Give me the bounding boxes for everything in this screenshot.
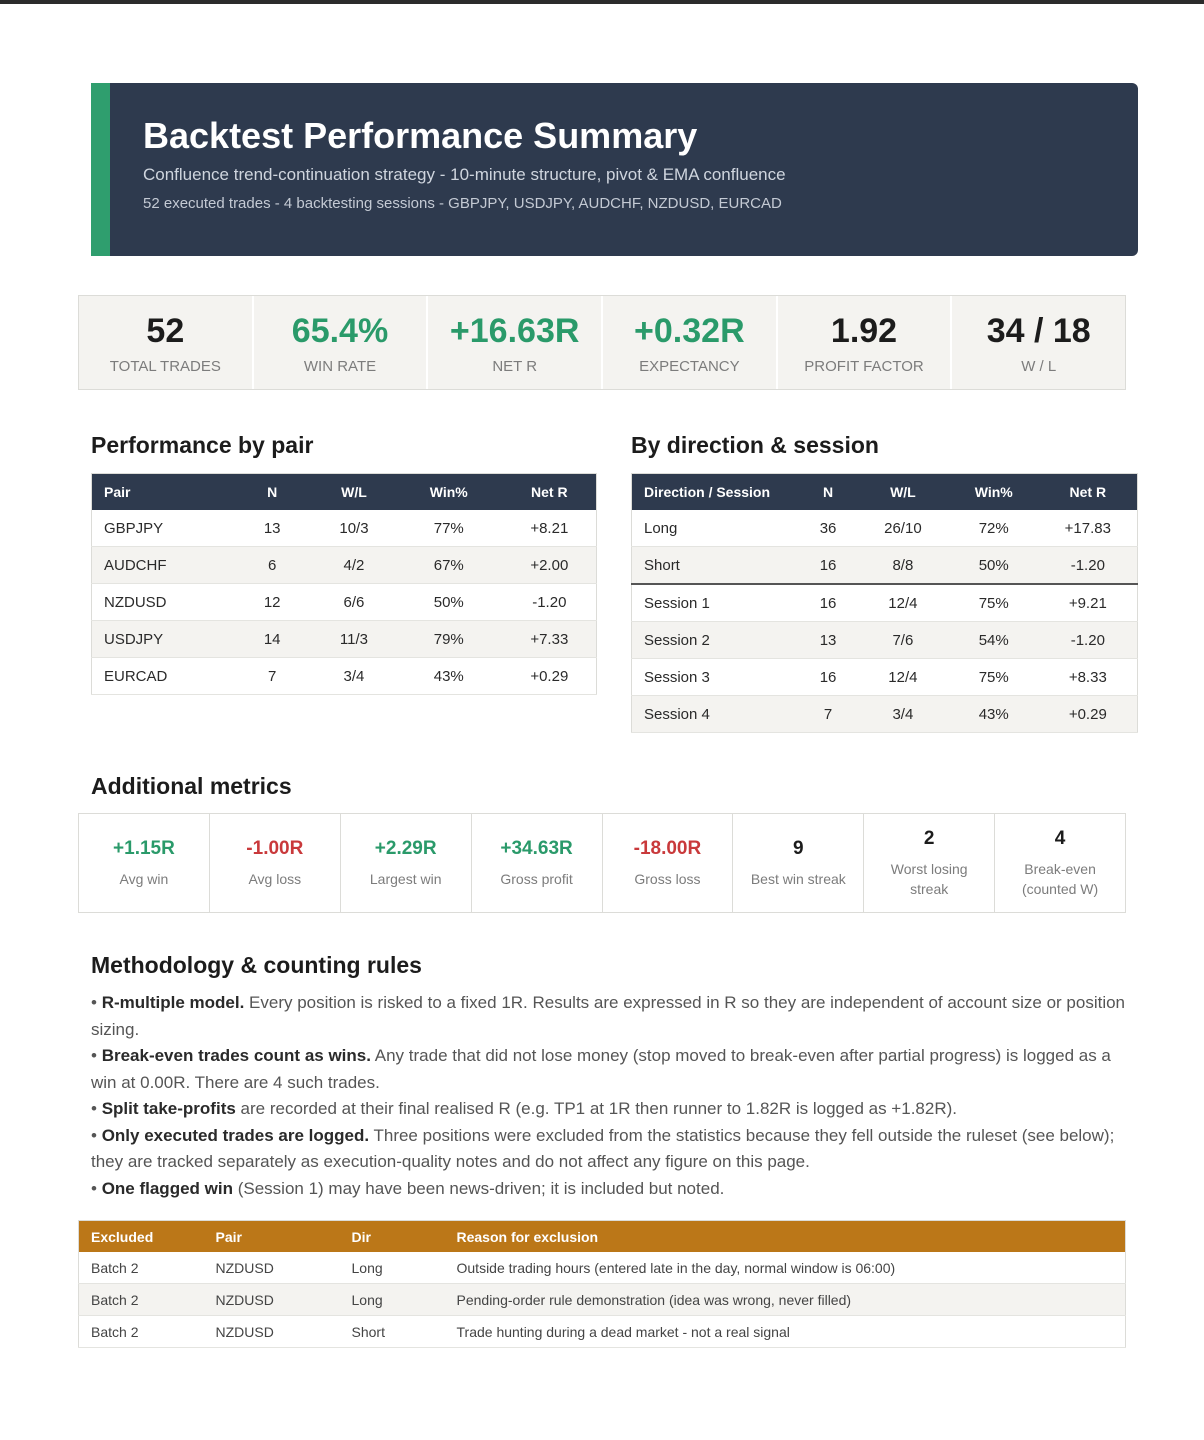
metric-value: 2 <box>923 828 935 849</box>
table-cell: AUDCHF <box>92 547 232 584</box>
table-cell: 6/6 <box>313 584 395 621</box>
kpi-value: +16.63R <box>449 312 580 350</box>
column-header: Win% <box>949 474 1039 511</box>
column-header: N <box>231 474 313 511</box>
table-cell: 7 <box>231 658 313 695</box>
table-cell: 13 <box>231 510 313 547</box>
column-header: Net R <box>1039 474 1138 511</box>
table-cell: Session 4 <box>632 696 800 733</box>
direction-session-table <box>631 473 1138 733</box>
metric-label: Break-even (counted W) <box>1021 861 1099 897</box>
metric-value: -18.00R <box>633 838 702 859</box>
kpi-net-r <box>428 296 603 389</box>
table-cell: 6 <box>231 547 313 584</box>
table-cell: NZDUSD <box>204 1252 340 1284</box>
table-cell: 79% <box>395 621 503 658</box>
bullet-text: Any trade that did not lose money (stop moved to break-even after partial progress) is logged as a win at 0.00R. There are 4 such trades. <box>91 1046 1111 1092</box>
table-cell: 7 <box>799 696 857 733</box>
table-cell: +8.21 <box>503 510 597 547</box>
table-cell: -1.20 <box>1039 622 1138 659</box>
kpi-label: PROFIT FACTOR <box>804 358 924 375</box>
table-cell: USDJPY <box>92 621 232 658</box>
column-header: W/L <box>313 474 395 511</box>
table-row <box>92 547 597 584</box>
table-cell: Pending-order rule demonstration (idea was wrong, never filled) <box>445 1284 1126 1316</box>
metric-value: -1.00R <box>246 838 304 859</box>
metric-label: Avg loss <box>248 871 302 887</box>
table-cell: 10/3 <box>313 510 395 547</box>
kpi-label: W / L <box>1021 358 1057 375</box>
excluded-trades-table <box>78 1220 1126 1348</box>
table-cell: NZDUSD <box>204 1316 340 1348</box>
metric-label: Best win streak <box>750 871 846 887</box>
column-header: Reason for exclusion <box>445 1221 1126 1253</box>
table-cell: Batch 2 <box>79 1284 204 1316</box>
table-cell: +0.29 <box>503 658 597 695</box>
column-header: Pair <box>204 1221 340 1253</box>
column-header: Excluded <box>79 1221 204 1253</box>
column-header: Dir <box>340 1221 445 1253</box>
table-cell: +7.33 <box>503 621 597 658</box>
table-cell: +2.00 <box>503 547 597 584</box>
kpi-label: TOTAL TRADES <box>109 358 221 375</box>
bullet-text: (Session 1) may have been news-driven; it is included but noted. <box>232 1178 725 1198</box>
kpi-value: 52 <box>146 312 185 350</box>
table-cell: Short <box>632 547 800 585</box>
table-row <box>79 1252 1126 1284</box>
table-cell: 43% <box>395 658 503 695</box>
metrics-strip <box>78 813 1126 913</box>
report-header <box>91 83 1138 256</box>
table-cell: +9.21 <box>1039 584 1138 622</box>
list-item: • Only executed trades are logged. Three positions were excluded from the statistics because they fell outside the ruleset (see below); they are tracked separately as execution-quality notes and do not affect any figure on this page. <box>91 1125 1115 1171</box>
column-header: Pair <box>92 474 232 511</box>
kpi-win-rate <box>254 296 429 389</box>
table-cell: 67% <box>395 547 503 584</box>
table-row <box>79 1316 1126 1348</box>
table-cell: -1.20 <box>1039 547 1138 585</box>
methodology-heading: Methodology & counting rules <box>91 952 422 978</box>
column-header: Direction / Session <box>632 474 800 511</box>
bullet-text: Three positions were excluded from the statistics because they fell outside the ruleset (see below); they are tracked separately as execution-quality notes and do not affect any figure on this page. <box>91 1125 1115 1171</box>
table-cell: NZDUSD <box>204 1284 340 1316</box>
kpi-profit-factor <box>778 296 953 389</box>
table-cell: 26/10 <box>857 510 949 547</box>
table-row <box>92 584 597 621</box>
bullet-lead: Break-even trades count as wins. <box>101 1046 371 1065</box>
kpi-strip <box>78 295 1126 390</box>
table-cell: Session 2 <box>632 622 800 659</box>
table-cell: 77% <box>395 510 503 547</box>
page-title: Backtest Performance Summary <box>143 115 698 156</box>
table-cell: Outside trading hours (entered late in the day, normal window is 06:00) <box>445 1252 1126 1284</box>
table-cell: Session 3 <box>632 659 800 696</box>
metric-value: +34.63R <box>500 838 573 859</box>
metric-avg-win <box>79 814 210 912</box>
kpi-label: NET R <box>492 358 538 375</box>
bullet-lead: One flagged win <box>101 1178 233 1198</box>
table-cell: 3/4 <box>857 696 949 733</box>
table-cell: +8.33 <box>1039 659 1138 696</box>
table-cell: 54% <box>949 622 1039 659</box>
pair-table-heading: Performance by pair <box>91 432 314 458</box>
table-cell: Long <box>340 1284 445 1316</box>
kpi-value: 1.92 <box>830 312 898 350</box>
column-header: N <box>799 474 857 511</box>
list-item: • Split take-profits are recorded at their final realised R (e.g. TP1 at 1R then runner to 1.82R is logged as +1.82R). <box>91 1099 957 1118</box>
table-cell: 36 <box>799 510 857 547</box>
metric-largest-win <box>341 814 472 912</box>
top-border <box>0 0 1204 4</box>
table-cell: 12 <box>231 584 313 621</box>
metric-label: Gross profit <box>500 871 573 887</box>
metric-value: 9 <box>793 838 804 859</box>
metric-gross-profit <box>472 814 603 912</box>
metric-label: Largest win <box>369 871 442 887</box>
kpi-value: 34 / 18 <box>986 312 1091 350</box>
table-row <box>632 547 1138 585</box>
table-cell: 7/6 <box>857 622 949 659</box>
list-item: • Break-even trades count as wins. Any trade that did not lose money (stop moved to break-even after partial progress) is logged as a win at 0.00R. There are 4 such trades. <box>91 1046 1111 1092</box>
table-cell: 11/3 <box>313 621 395 658</box>
pair-table <box>91 473 597 695</box>
table-cell: 14 <box>231 621 313 658</box>
kpi-label: WIN RATE <box>303 358 377 375</box>
table-cell: 12/4 <box>857 659 949 696</box>
table-cell: 8/8 <box>857 547 949 585</box>
table-row <box>632 510 1138 547</box>
metric-label: Worst losing streak <box>890 861 968 897</box>
table-cell: 12/4 <box>857 584 949 622</box>
table-row <box>632 696 1138 733</box>
table-header-row <box>632 474 1138 511</box>
table-row <box>79 1284 1126 1316</box>
metric-avg-loss <box>210 814 341 912</box>
metric-label: Gross loss <box>634 871 701 887</box>
table-cell: 16 <box>799 584 857 622</box>
kpi-total-trades <box>79 296 254 389</box>
metric-value: 4 <box>1054 828 1066 849</box>
table-header-row <box>79 1221 1126 1253</box>
table-cell: 75% <box>949 584 1039 622</box>
kpi-expectancy <box>603 296 778 389</box>
table-cell: Long <box>340 1252 445 1284</box>
table-cell: 43% <box>949 696 1039 733</box>
column-header: W/L <box>857 474 949 511</box>
table-cell: 75% <box>949 659 1039 696</box>
kpi-value: 65.4% <box>291 312 389 350</box>
table-row <box>92 658 597 695</box>
bullet-lead: R-multiple model. <box>101 993 245 1012</box>
column-header: Win% <box>395 474 503 511</box>
table-cell: 3/4 <box>313 658 395 695</box>
metric-gross-loss <box>603 814 734 912</box>
table-cell: Long <box>632 510 800 547</box>
metric-value: +1.15R <box>113 838 175 859</box>
kpi-value: +0.32R <box>634 312 745 350</box>
metric-value: +2.29R <box>374 838 437 859</box>
bullet-lead: Only executed trades are logged. <box>101 1125 370 1145</box>
bullet-text: Every position is risked to a fixed 1R. Results are expressed in R so they are independent of account size or position sizing. <box>91 993 1126 1039</box>
kpi-label: EXPECTANCY <box>639 358 740 375</box>
table-cell: Batch 2 <box>79 1252 204 1284</box>
table-row <box>632 622 1138 659</box>
metric-break-even <box>995 814 1125 912</box>
table-cell: +17.83 <box>1039 510 1138 547</box>
bullet-lead: Split take-profits <box>101 1099 236 1118</box>
table-cell: Trade hunting during a dead market - not a real signal <box>445 1316 1126 1348</box>
column-header: Net R <box>503 474 597 511</box>
list-item: • R-multiple model. Every position is risked to a fixed 1R. Results are expressed in R so they are independent of account size or position sizing. <box>91 993 1126 1039</box>
kpi-win-loss <box>952 296 1125 389</box>
header-accent-bar <box>91 83 110 256</box>
table-header-row <box>92 474 597 511</box>
table-cell: Session 1 <box>632 584 800 622</box>
table-cell: 50% <box>395 584 503 621</box>
table-row <box>632 584 1138 622</box>
direction-table-heading: By direction & session <box>631 432 879 458</box>
table-cell: NZDUSD <box>92 584 232 621</box>
table-cell: 13 <box>799 622 857 659</box>
table-cell: -1.20 <box>503 584 597 621</box>
metric-label: Avg win <box>119 871 169 887</box>
page-meta: 52 executed trades - 4 backtesting sessions - GBPJPY, USDJPY, AUDCHF, NZDUSD, EURCAD <box>143 195 782 212</box>
table-row <box>92 621 597 658</box>
table-cell: Short <box>340 1316 445 1348</box>
table-cell: 72% <box>949 510 1039 547</box>
table-cell: +0.29 <box>1039 696 1138 733</box>
table-cell: 4/2 <box>313 547 395 584</box>
list-item: • One flagged win (Session 1) may have been news-driven; it is included but noted. <box>91 1178 725 1198</box>
metrics-heading: Additional metrics <box>91 773 292 799</box>
table-cell: 16 <box>799 659 857 696</box>
methodology-list <box>91 990 1126 1202</box>
page-subtitle: Confluence trend-continuation strategy - 10-minute structure, pivot & EMA confluence <box>143 165 786 184</box>
table-cell: 16 <box>799 547 857 585</box>
table-row <box>632 659 1138 696</box>
table-cell: 50% <box>949 547 1039 585</box>
table-row <box>92 510 597 547</box>
table-cell: Batch 2 <box>79 1316 204 1348</box>
bullet-text: are recorded at their final realised R (e.g. TP1 at 1R then runner to 1.82R is logged as +1.82R). <box>235 1099 957 1118</box>
metric-worst-losing-streak <box>864 814 995 912</box>
table-cell: GBPJPY <box>92 510 232 547</box>
metric-best-win-streak <box>733 814 864 912</box>
table-cell: EURCAD <box>92 658 232 695</box>
